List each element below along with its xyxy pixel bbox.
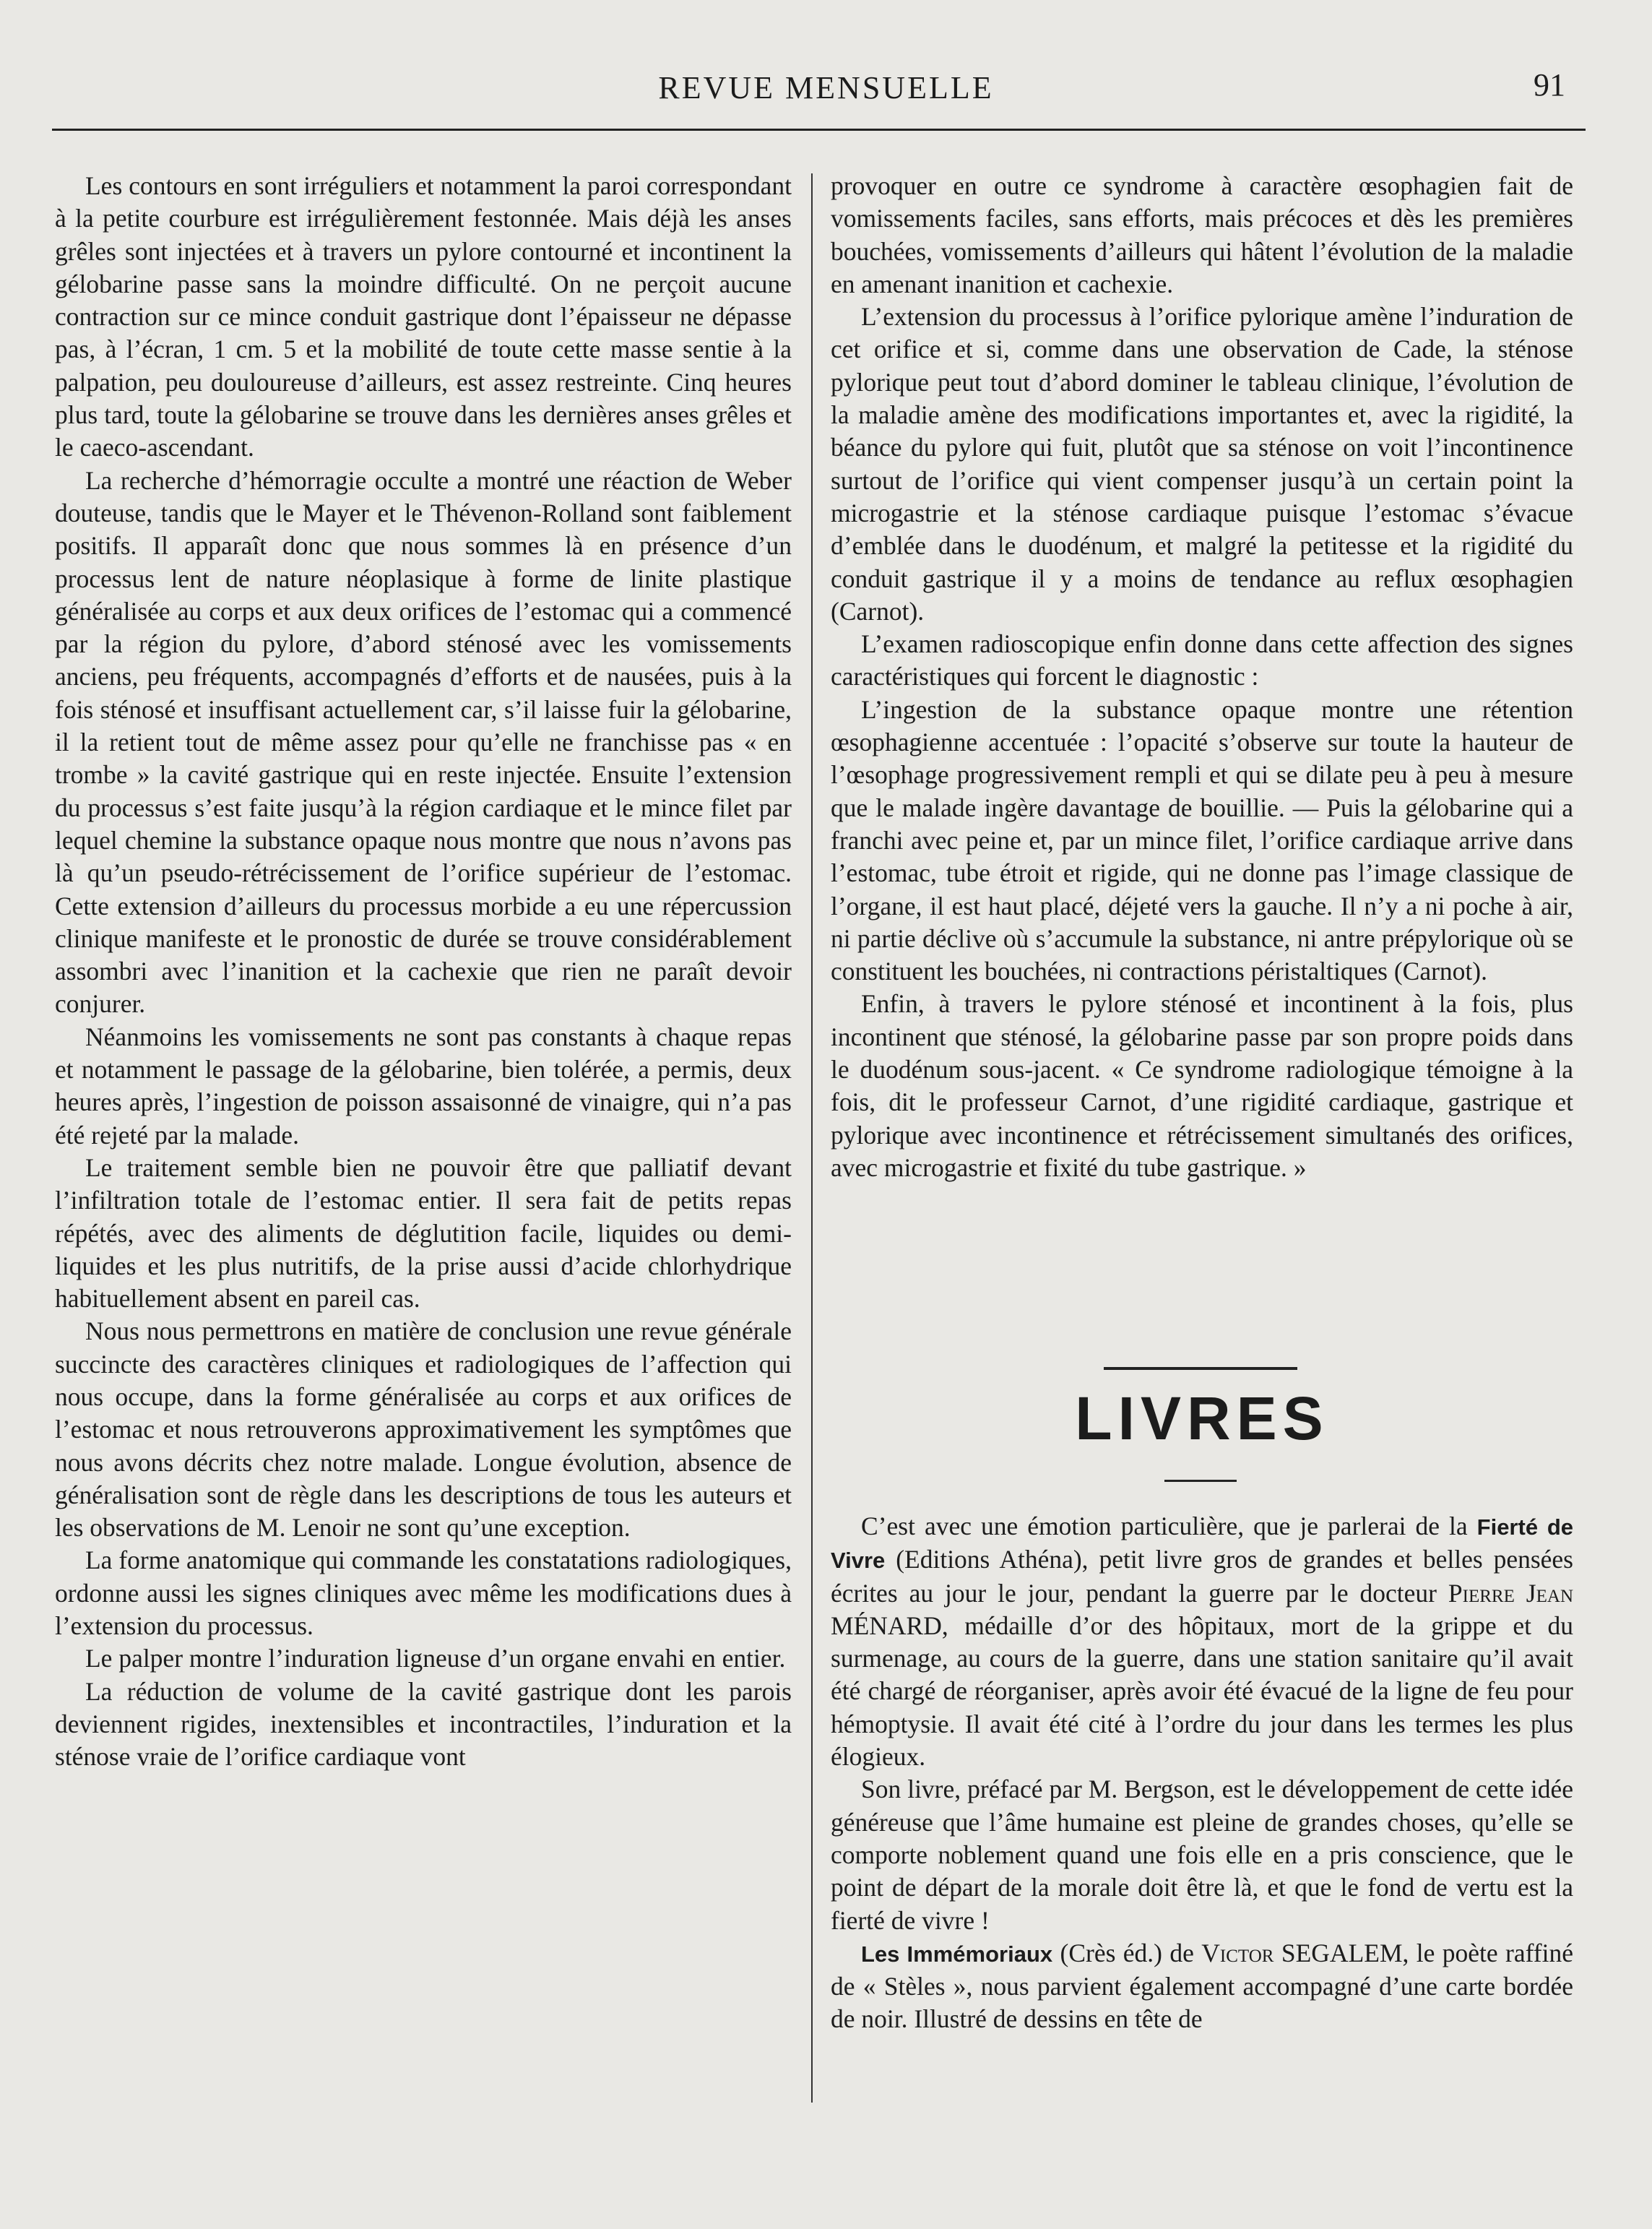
- paragraph: Les contours en sont irréguliers et notamment la paroi correspondant à la petite courbure est irrégulièrement festonnée. Mais déjà les anses grêles sont injectées et à travers un pylore contourné et incontinent la gélobarine passe sans la moindre difficulté. On ne perçoit aucune contraction sur ce mince conduit gastrique dont l’épaisseur ne dépasse pas, à l’écran, 1 cm. 5 et la mobilité de toute cette masse sentie à la palpation, peu douloureuse d’ailleurs, est assez restreinte. Cinq heures plus tard, toute la gélobarine se trouve dans les dernières anses grêles et le caeco-ascendant.: [55, 171, 792, 462]
- books-review: [831, 1510, 1573, 2036]
- author-name: Pierre Jean MÉNARD: [831, 1578, 1573, 1640]
- paragraph: [831, 1510, 1573, 1773]
- paragraph: [831, 1937, 1573, 2036]
- section-rule: [1104, 1367, 1297, 1370]
- paragraph: L’ingestion de la substance opaque montre une rétention œsophagienne accentuée : l’opacité s’observe sur toute la hauteur de l’œsophage progressivement rempli et qui se dilate peu à peu à mesure que le malade ingère davantage de bouillie. — Puis la gélobarine qui a franchi avec peine et, par un mince filet, l’orifice cardiaque arrive dans l’estomac, tube étroit et rigide, qui ne donne pas l’image classique de l’organe, il est haut placé, déjeté vers la gauche. Il n’y a ni poche à air, ni partie déclive où s’accumule la substance, ni antre prépylorique où se constituent les bouchées, ni contractions péristaltiques (Carnot).: [831, 694, 1573, 986]
- paragraph: Enfin, à travers le pylore sténosé et incontinent à la fois, plus incontinent que sténosé, la gélobarine passe par son propre poids dans le duodénum sous-jacent. « Ce syndrome radiologique témoigne à la fois, dit le professeur Carnot, d’une rigidité cardiaque, gastrique et pylorique avec incontinence et rétrécissement simultanés des orifices, avec microgastrie et fixité du tube gastrique. »: [831, 989, 1573, 1182]
- section-heading: LIVRES: [1075, 1384, 1329, 1452]
- text-span: (Editions Athéna), petit livre gros de grandes et belles pensées écrites au jour le jour, pendant la guerre par le docteur: [831, 1545, 1573, 1608]
- paragraph: Néanmoins les vomissements ne sont pas constants à chaque repas et notamment le passage de la gélobarine, bien tolérée, a permis, deux heures après, l’ingestion de poisson assaisonné de vinaigre, qui n’a pas été rejeté par la malade.: [55, 1022, 792, 1150]
- text-span: (Crès éd.) de: [1052, 1938, 1202, 1967]
- paragraph: Le traitement semble bien ne pouvoir être que palliatif devant l’infiltration totale de l’estomac entier. Il sera fait de petits repas répétés, avec des aliments de déglutition facile, liquides ou demi-liquides et les plus nutritifs, de la prise aussi d’acide chlorhydrique habituellement absent en pareil cas.: [55, 1152, 792, 1314]
- paragraph: Son livre, préfacé par M. Bergson, est le développement de cette idée généreuse que l’âme humaine est pleine de grandes choses, qu’elle se comporte noblement quand une fois elle en a pris conscience, que le point de départ de la morale doit être là, et que le fond de vertu est la fierté de vivre !: [831, 1775, 1573, 1935]
- author-name: Victor SEGALEM: [1201, 1938, 1403, 1967]
- paragraph-continuation: provoquer en outre ce syndrome à caractère œsophagien fait de vomissements faciles, sans efforts, mais précoces et dès les premières bouchées, vomissements d’ailleurs qui hâtent l’évolution de la maladie en amenant inanition et cachexie.: [831, 171, 1573, 298]
- book-title: Fierté de Vivre: [831, 1514, 1573, 1574]
- paragraph: La recherche d’hémorragie occulte a montré une réaction de Weber douteuse, tandis que le Mayer et le Thévenon-Rolland sont faiblement positifs. Il apparaît donc que nous sommes là en présence d’un processus lent de nature néoplasique à forme de linite plastique généralisée au corps et aux deux orifices de l’estomac qui a commencé par la région du pylore, d’abord sténosé avec les vomissements anciens, peu fréquents, accompagnés d’efforts et de nausées, puis à la fois sténosé et insuffisant actuellement car, s’il laisse fuir la gélobarine, il la retient tout de même assez pour qu’elle ne franchisse pas « en trombe » la cavité gastrique qui en reste injectée. Ensuite l’extension du processus s’est faite jusqu’à la région cardiaque et le mince filet par lequel chemine la substance opaque nous montre que nous n’avons pas là qu’un pseudo-rétrécissement de l’orifice supérieur de l’estomac. Cette extension d’ailleurs du processus morbide a eu une répercussion clinique manifeste et le pronostic de durée se trouve considérablement assombri avec l’inanition et la cachexie que rien ne paraît devoir conjurer.: [55, 465, 792, 1019]
- text-span: C’est avec une émotion particulière, que je parlerai de la: [861, 1512, 1477, 1540]
- paragraph: Le palper montre l’induration ligneuse d’un organe envahi en entier.: [85, 1644, 786, 1673]
- paragraph: Nous nous permettrons en matière de conclusion une revue générale succincte des caractères cliniques et radiologiques de l’affection qui nous occupe, dans la forme généralisée au corps et aux orifices de l’estomac et nous retrouverons approximativement les symptômes que nous avons décrits chez notre malade. Longue évolution, absence de généralisation sont de règle dans les descriptions de tous les auteurs et les observations de M. Lenoir ne sont qu’une exception.: [55, 1316, 792, 1543]
- header-rule: [52, 129, 1586, 131]
- page-number: 91: [1534, 67, 1565, 103]
- column-divider: [811, 173, 813, 2103]
- left-column: [55, 170, 792, 1774]
- text-span: , le poète raffiné de « Stèles », nous parvient également accompagné d’une carte bordée de noir. Illustré de dessins en tête de: [831, 1938, 1574, 2034]
- paragraph: La réduction de volume de la cavité gastrique dont les parois deviennent rigides, inextensibles et incontractiles, l’induration et la sténose vraie de l’orifice cardiaque vont: [55, 1676, 792, 1772]
- book-title: Les Immémoriaux: [861, 1941, 1053, 1967]
- paragraph: La forme anatomique qui commande les constatations radiologiques, ordonne aussi les signes cliniques avec même les modifications dues à l’extension du processus.: [55, 1545, 792, 1641]
- section-rule: [1164, 1480, 1237, 1482]
- paragraph: L’extension du processus à l’orifice pylorique amène l’induration de cet orifice et si, comme dans une observation de Cade, la sténose pylorique peut tout d’abord dominer le tableau clinique, l’évolution de la maladie amène des modifications importantes et, avec la rigidité, la béance du pylore qui fuit, plutôt que sa sténose on voit l’incontinence surtout de l’orifice qui vient compenser jusqu’à un certain point la microgastrie et la sténose cardiaque puisque l’estomac s’évacue d’emblée dans le duodénum, et malgré la petitesse et la rigidité du conduit gastrique il y a moins de tendance au reflux œsophagien (Carnot).: [831, 302, 1573, 626]
- text-span: , médaille d’or des hôpitaux, mort de la grippe et du surmenage, au cours de la guerre, dans une station sanitaire qu’il avait été chargé de réorganiser, après avoir été évacué de la ligne de feu pour hémoptysie. Il avait été cité à l’ordre du jour dans les termes les plus élogieux.: [831, 1611, 1573, 1772]
- paragraph: L’examen radioscopique enfin donne dans cette affection des signes caractéristiques qui forcent le diagnostic :: [831, 629, 1573, 691]
- right-column: [831, 170, 1573, 1184]
- running-header: REVUE MENSUELLE: [658, 70, 994, 105]
